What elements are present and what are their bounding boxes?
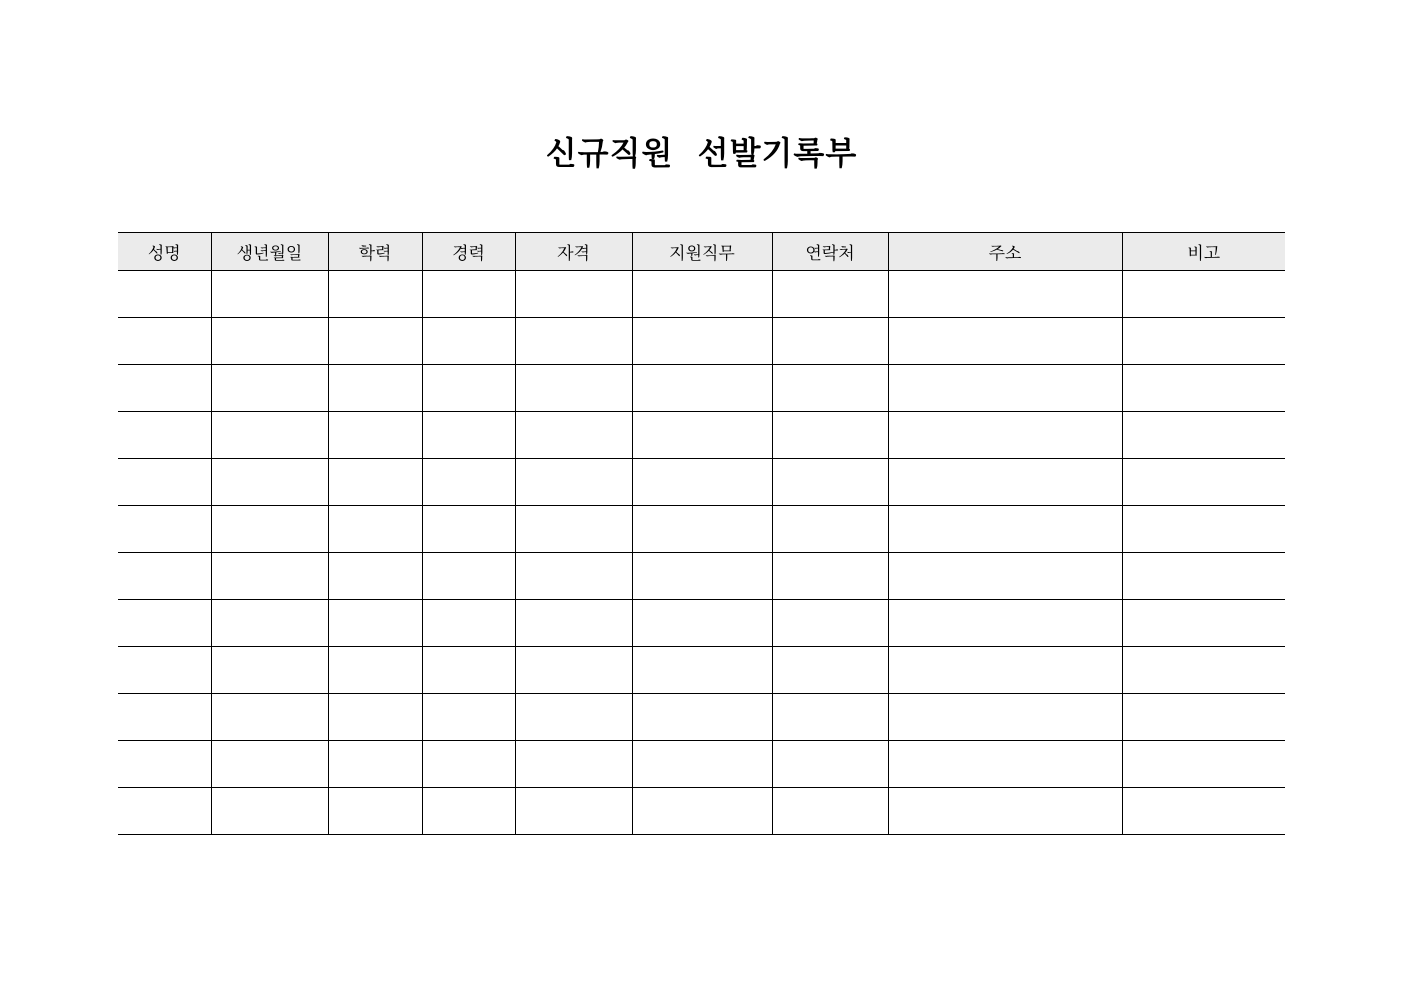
qualification-cell [515,694,632,741]
qualification-cell [515,412,632,459]
applied-position-cell [632,647,772,694]
table-row [118,365,1285,412]
applied-position-cell [632,553,772,600]
table-row [118,412,1285,459]
table-row [118,647,1285,694]
selection-record-table [118,232,1285,835]
birthdate-cell [211,788,328,835]
experience-cell [422,694,515,741]
experience-cell [422,412,515,459]
qualification-cell [515,741,632,788]
remarks-cell [1122,365,1285,412]
name-cell [118,694,211,741]
birthdate-cell [211,647,328,694]
remarks-cell [1122,647,1285,694]
contact-cell [772,741,888,788]
education-cell [328,741,422,788]
education-cell [328,600,422,647]
qualification-cell [515,271,632,318]
experience-cell [422,788,515,835]
birthdate-cell [211,600,328,647]
qualification-cell [515,506,632,553]
address-cell [888,647,1122,694]
applied-position-cell [632,459,772,506]
education-cell [328,788,422,835]
table-row [118,271,1285,318]
birthdate-cell [211,459,328,506]
birthdate-cell [211,553,328,600]
remarks-cell [1122,694,1285,741]
remarks-cell [1122,412,1285,459]
applied-position-cell [632,318,772,365]
applied-position-cell [632,741,772,788]
education-cell [328,365,422,412]
birthdate-cell [211,412,328,459]
name-cell [118,459,211,506]
address-cell [888,412,1122,459]
education-cell [328,271,422,318]
remarks-cell [1122,553,1285,600]
contact-cell [772,459,888,506]
birthdate-cell [211,365,328,412]
education-cell [328,506,422,553]
table-row [118,741,1285,788]
birthdate-cell [211,741,328,788]
column-header-experience: 경력 [422,233,515,271]
contact-cell [772,271,888,318]
address-cell [888,365,1122,412]
column-header-applied-position: 지원직무 [632,233,772,271]
remarks-cell [1122,788,1285,835]
address-cell [888,694,1122,741]
address-cell [888,553,1122,600]
education-cell [328,318,422,365]
name-cell [118,741,211,788]
remarks-cell [1122,506,1285,553]
page-title: 신규직원 선발기록부 [545,134,858,173]
column-header-education: 학력 [328,233,422,271]
experience-cell [422,741,515,788]
table-body [118,271,1285,835]
address-cell [888,741,1122,788]
column-header-birthdate: 생년월일 [211,233,328,271]
address-cell [888,788,1122,835]
name-cell [118,412,211,459]
table-row [118,600,1285,647]
experience-cell [422,553,515,600]
contact-cell [772,412,888,459]
birthdate-cell [211,694,328,741]
applied-position-cell [632,271,772,318]
table-header-row [118,233,1285,271]
address-cell [888,459,1122,506]
contact-cell [772,694,888,741]
qualification-cell [515,318,632,365]
name-cell [118,318,211,365]
education-cell [328,694,422,741]
name-cell [118,553,211,600]
contact-cell [772,600,888,647]
qualification-cell [515,365,632,412]
education-cell [328,553,422,600]
contact-cell [772,365,888,412]
address-cell [888,271,1122,318]
applied-position-cell [632,694,772,741]
name-cell [118,271,211,318]
education-cell [328,459,422,506]
name-cell [118,506,211,553]
remarks-cell [1122,318,1285,365]
experience-cell [422,365,515,412]
remarks-cell [1122,271,1285,318]
contact-cell [772,318,888,365]
applied-position-cell [632,788,772,835]
table-row [118,459,1285,506]
name-cell [118,788,211,835]
birthdate-cell [211,271,328,318]
birthdate-cell [211,318,328,365]
experience-cell [422,506,515,553]
contact-cell [772,788,888,835]
table-row [118,318,1285,365]
applied-position-cell [632,600,772,647]
experience-cell [422,271,515,318]
applied-position-cell [632,412,772,459]
name-cell [118,647,211,694]
birthdate-cell [211,506,328,553]
qualification-cell [515,600,632,647]
column-header-address: 주소 [888,233,1122,271]
applied-position-cell [632,506,772,553]
table-row [118,553,1285,600]
qualification-cell [515,647,632,694]
remarks-cell [1122,459,1285,506]
address-cell [888,318,1122,365]
qualification-cell [515,788,632,835]
contact-cell [772,553,888,600]
table-row [118,788,1285,835]
experience-cell [422,459,515,506]
column-header-name: 성명 [118,233,211,271]
remarks-cell [1122,600,1285,647]
qualification-cell [515,459,632,506]
name-cell [118,600,211,647]
education-cell [328,647,422,694]
experience-cell [422,600,515,647]
education-cell [328,412,422,459]
remarks-cell [1122,741,1285,788]
column-header-contact: 연락처 [772,233,888,271]
contact-cell [772,506,888,553]
applied-position-cell [632,365,772,412]
table-row [118,694,1285,741]
experience-cell [422,647,515,694]
column-header-remarks: 비고 [1122,233,1285,271]
name-cell [118,365,211,412]
column-header-qualification: 자격 [515,233,632,271]
contact-cell [772,647,888,694]
table-row [118,506,1285,553]
address-cell [888,506,1122,553]
experience-cell [422,318,515,365]
address-cell [888,600,1122,647]
qualification-cell [515,553,632,600]
